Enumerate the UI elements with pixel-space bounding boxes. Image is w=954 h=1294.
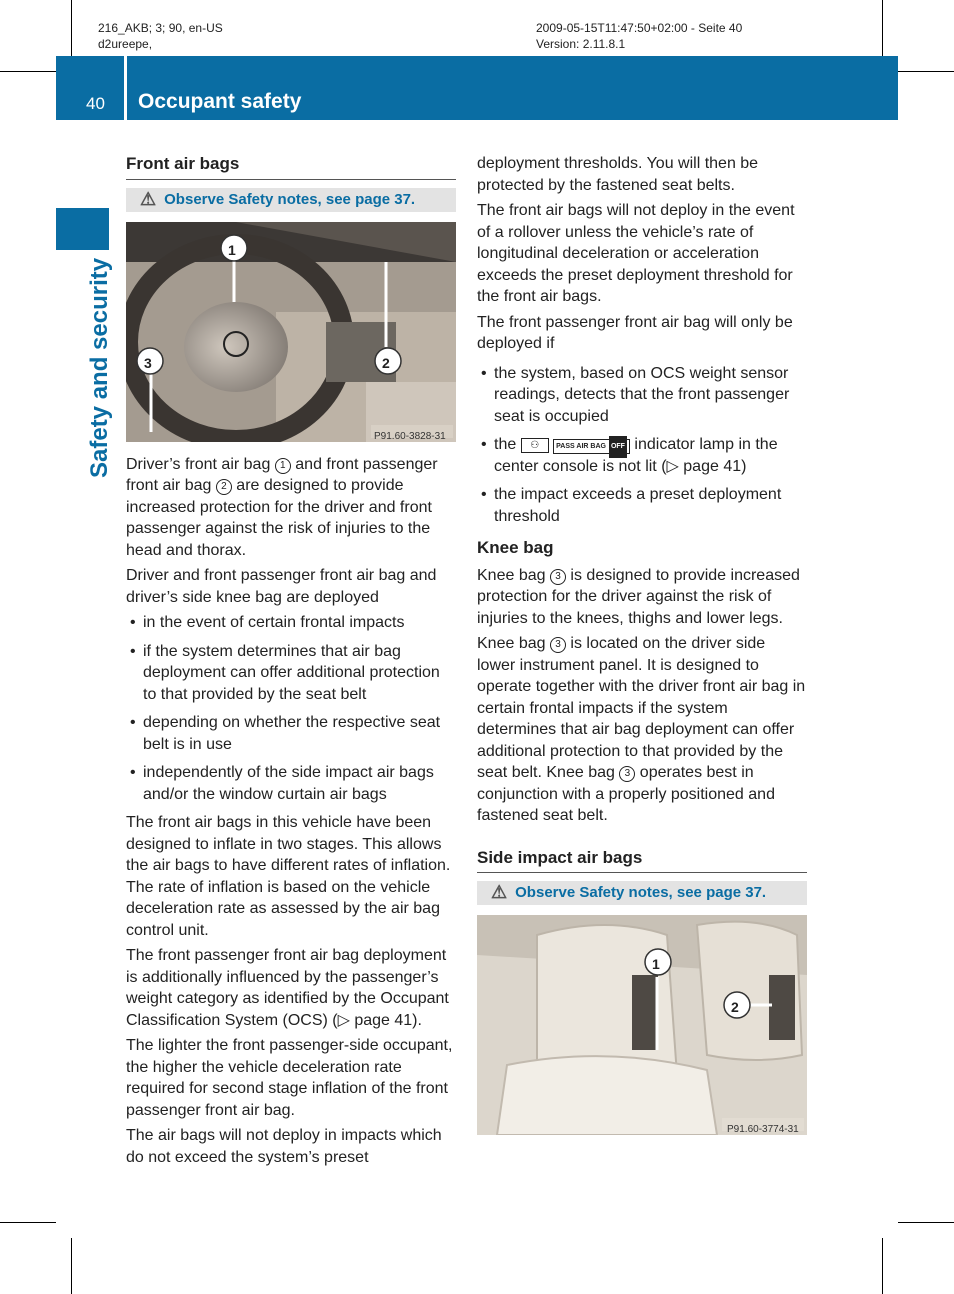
list-item: • in the event of certain frontal impacts	[126, 612, 456, 634]
warning-box	[126, 188, 456, 212]
heading-knee-bag: Knee bag	[477, 538, 554, 557]
list-item	[477, 434, 807, 477]
image-label-1: 1	[228, 241, 236, 258]
paragraph: The front passenger front air bag will only be deployed if	[477, 313, 793, 352]
heading-side-impact-air-bags: Side impact air bags	[477, 847, 807, 874]
passenger-airbag-icon: ⚇	[521, 438, 549, 453]
text: are designed to provide increased protection for the driver and front passenger against the risk of injuries to the head and thorax.	[126, 477, 432, 559]
callout-2: 2	[216, 479, 232, 495]
badge-off-text: OFF	[609, 436, 627, 458]
text: Knee bag	[477, 566, 546, 584]
text: is designed to provide increased protection for the driver against the risk of injuries to the knees, thighs and lower legs.	[477, 566, 800, 627]
side-label: Safety and security	[86, 257, 113, 478]
bullet-list	[477, 363, 807, 528]
paragraph: The front air bags in this vehicle have been designed to inflate in two stages. This allows the air bags to have different rates of inflation. The rate of inflation is based on the vehicle deceleration rate as assessed by the air bag control unit.	[126, 814, 451, 939]
section-title: Occupant safety	[138, 90, 302, 113]
crop-mark	[71, 1238, 72, 1294]
callout-1: 1	[275, 458, 291, 474]
text: the	[494, 436, 517, 453]
list-item: • depending on whether the respective seat belt is in use	[126, 712, 456, 755]
callout-3: 3	[550, 569, 566, 585]
crop-mark	[0, 71, 56, 72]
paragraph: The lighter the front passenger-side occupant, the higher the vehicle deceleration rate required for second stage inflation of the front passenger front air bag.	[126, 1037, 453, 1119]
crop-mark	[898, 1222, 954, 1223]
paragraph: deployment thresholds. You will then be protected by the fastened seat belts.	[477, 155, 759, 194]
warning-icon: ⚠	[140, 188, 157, 209]
heading-front-air-bags: Front air bags	[126, 153, 456, 180]
paragraph	[126, 454, 456, 562]
print-meta-right	[536, 20, 742, 52]
callout-3: 3	[619, 766, 635, 782]
steering-wheel-photo	[126, 222, 456, 442]
seat-photo	[477, 915, 807, 1135]
meta-line: d2ureepe,	[98, 37, 153, 51]
paragraph: The front air bags will not deploy in the event of a rollover unless the vehicle’s rate of longitudinal deceleration or acceleration exceeds the preset deployment threshold for the front air bags.	[477, 202, 795, 305]
list-item: • independently of the side impact air bags and/or the window curtain air bags	[126, 762, 456, 805]
text: and front passenger front air bag	[126, 455, 438, 494]
paragraph	[477, 565, 807, 630]
seat-illustration	[477, 915, 807, 1135]
paragraph: Driver and front passenger front air bag and driver’s side knee bag are deployed	[126, 567, 437, 606]
side-label-wrap	[86, 258, 116, 478]
warning-text: Observe Safety notes, see page 37.	[164, 190, 416, 208]
left-column	[126, 153, 456, 1172]
meta-line: Version: 2.11.8.1	[536, 37, 626, 51]
callout-3: 3	[550, 637, 566, 653]
image-label-2: 2	[382, 354, 390, 371]
side-tab	[56, 208, 109, 250]
text: indicator lamp in the center console is not lit (▷ page 41)	[494, 436, 778, 475]
list-item: • if the system determines that air bag deployment can offer additional protection to that provided by the seat belt	[126, 641, 456, 706]
right-column	[477, 153, 807, 1135]
crop-mark	[898, 71, 954, 72]
text: operates best in conjunction with a properly positioned and fastened seat belt.	[477, 764, 775, 824]
print-meta-left	[98, 20, 223, 52]
warning-text: Observe Safety notes, see page 37.	[515, 884, 767, 902]
crop-mark	[882, 1238, 883, 1294]
paragraph	[477, 633, 807, 827]
image-code: P91.60-3774-31	[727, 1124, 799, 1135]
badge-text: PASS AIR BAG	[556, 443, 606, 450]
paragraph: The front passenger front air bag deployment is additionally influenced by the passenger’s weight category as identified by the Occupant Classification System (OCS) (▷ page 41).	[126, 947, 449, 1029]
meta-line: 216_AKB; 3; 90, en-US	[98, 21, 223, 35]
list-item: • the system, based on OCS weight sensor readings, detects that the front passenger seat is occupied	[477, 363, 807, 428]
crop-mark	[0, 1222, 56, 1223]
bullet-list	[126, 612, 456, 805]
warning-box	[477, 881, 807, 905]
meta-line: 2009-05-15T11:47:50+02:00 - Seite 40	[536, 21, 743, 35]
image-label-2: 2	[731, 999, 739, 1015]
paragraph: The air bags will not deploy in impacts which do not exceed the system’s preset	[126, 1127, 442, 1166]
text: is located on the driver side lower instrument panel. It is designed to operate together with the driver front air bag in certain frontal impacts if the system determines that air bag deployment can offer additional protection to that provided by the seat belt. Knee bag	[477, 635, 806, 781]
crop-mark	[882, 0, 883, 56]
image-label-1: 1	[652, 956, 660, 972]
text: Driver’s front air bag	[126, 455, 271, 473]
pass-air-bag-off-badge	[553, 439, 630, 454]
warning-icon: ⚠	[491, 882, 508, 903]
image-label-3: 3	[144, 354, 152, 371]
page-number: 40	[86, 94, 105, 113]
dashboard-illustration	[126, 222, 456, 442]
crop-mark	[71, 0, 72, 56]
text: Knee bag	[477, 635, 546, 652]
list-item: • the impact exceeds a preset deployment threshold	[477, 484, 807, 527]
image-code: P91.60-3828-31	[374, 430, 446, 442]
header-divider	[124, 56, 127, 120]
